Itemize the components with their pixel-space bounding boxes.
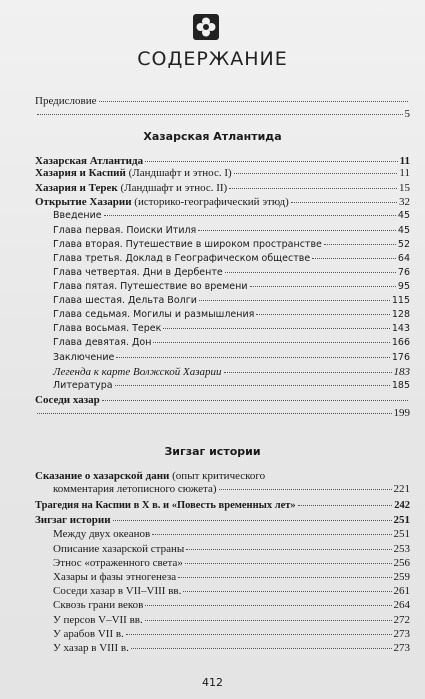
toc-subentry: Между двух океанов 251 <box>53 528 410 540</box>
toc-subentry: У хазар в VIII в. 273 <box>53 642 410 654</box>
toc-subentry: Сквозь грани веков 264 <box>53 599 410 611</box>
toc-entry-preface: Предисловие <box>35 95 410 107</box>
toc-subentry: Глава четвертая. Дни в Дербенте 76 <box>53 267 410 278</box>
toc-subentry: Глава третья. Доклад в Географическом обществе 64 <box>53 253 410 264</box>
toc-entry: Соседи хазар <box>35 394 410 406</box>
toc-subentry: У арабов VII в. 273 <box>53 628 410 640</box>
toc-entry-continuation: комментария летописного сюжета) 221 <box>53 483 410 495</box>
flower-icon <box>193 14 219 40</box>
toc-entry-page: 199 <box>35 407 410 419</box>
toc-subentry: Литература 185 <box>53 380 410 391</box>
toc-entry: Хазария и Каспий (Ландшафт и этнос. I) 11 <box>35 167 410 179</box>
toc-subentry: У персов V–VII вв. 272 <box>53 614 410 626</box>
toc-subentry: Заключение 176 <box>53 352 410 363</box>
toc-entry: Зигзаг истории 251 <box>35 514 410 526</box>
toc-subentry: Глава шестая. Дельта Волги 115 <box>53 295 410 306</box>
toc-subentry: Описание хазарской страны 253 <box>53 543 410 555</box>
toc-subentry: Легенда к карте Волжской Хазарии 183 <box>53 366 410 378</box>
page-title: СОДЕРЖАНИЕ <box>137 48 288 70</box>
toc-subentry: Глава вторая. Путешествие в широком пространстве 52 <box>53 239 410 250</box>
toc-subentry: Глава седьмая. Могилы и размышления 128 <box>53 309 410 320</box>
toc-subentry: Глава первая. Поиски Итиля 45 <box>53 225 410 236</box>
section-heading: Хазарская Атлантида <box>143 130 282 143</box>
toc-entry: Хазарская Атлантида 11 <box>35 155 410 167</box>
toc-entry: Хазария и Терек (Ландшафт и этнос. II) 15 <box>35 182 410 194</box>
toc-subentry: Этнос «отраженного света» 256 <box>53 557 410 569</box>
toc-entry-preface-page: 5 <box>35 108 410 120</box>
toc-subentry: Глава восьмая. Терек 143 <box>53 323 410 334</box>
toc-entry: Трагедия на Каспии в X в. и «Повесть временных лет» 242 <box>35 500 410 511</box>
toc-subentry: Хазары и фазы этногенеза 259 <box>53 571 410 583</box>
toc-subentry: Глава пятая. Путешествие во времени 95 <box>53 281 410 292</box>
toc-subentry: Глава девятая. Дон 166 <box>53 337 410 348</box>
section-heading: Зигзаг истории <box>164 445 261 458</box>
page-number: 412 <box>202 676 223 689</box>
toc-entry: Открытие Хазарии (историко-географический этюд) 32 <box>35 196 410 208</box>
toc-subentry: Соседи хазар в VII–VIII вв. 261 <box>53 585 410 597</box>
toc-subentry: Введение 45 <box>53 210 410 221</box>
toc-entry: Сказание о хазарской дани (опыт критического <box>35 470 266 482</box>
